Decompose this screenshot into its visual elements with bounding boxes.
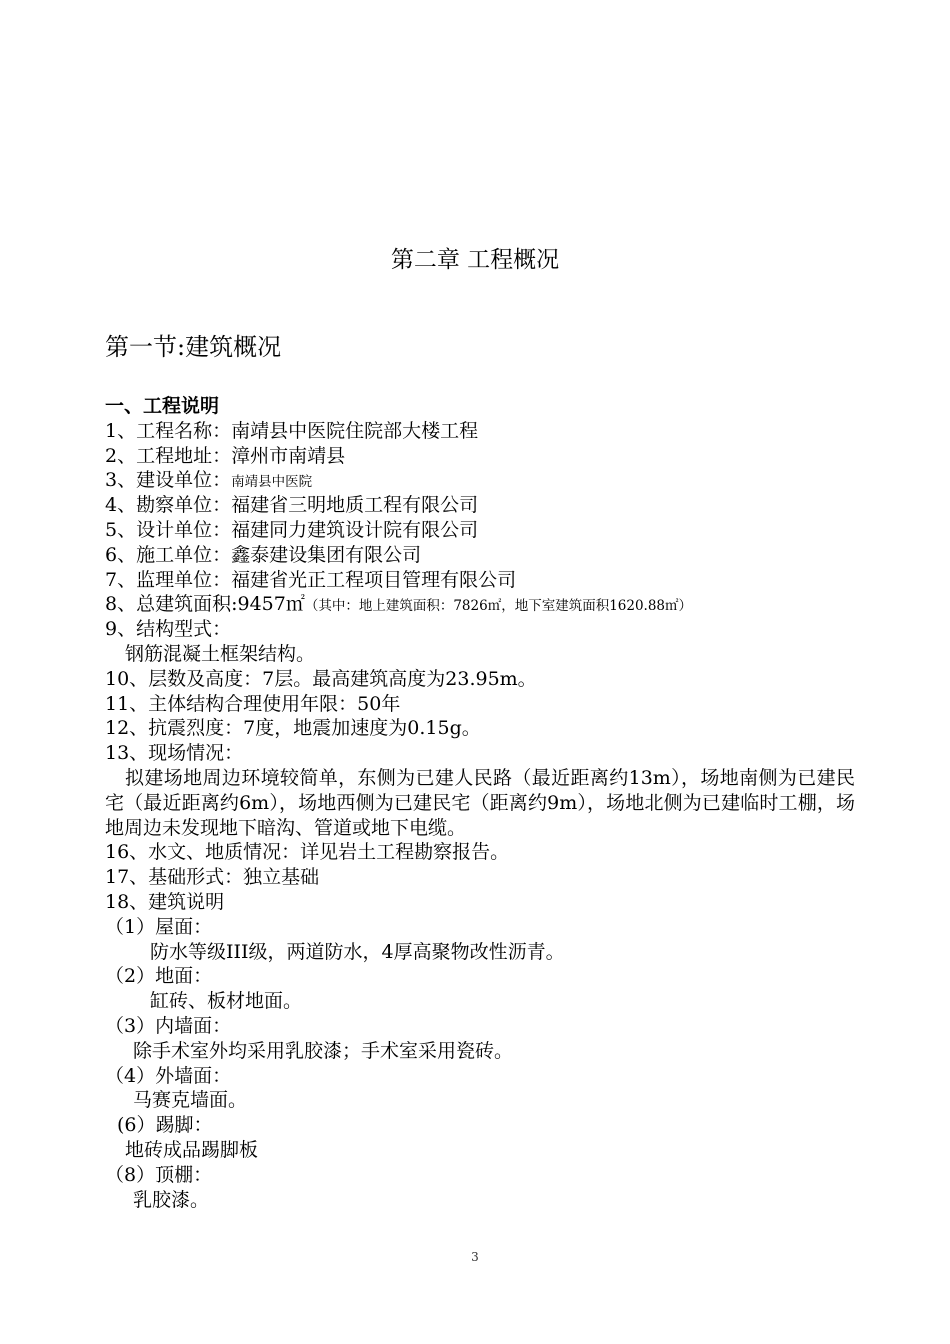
item-project-address: 2、工程地址：漳州市南靖县 — [105, 444, 346, 467]
section-title: 第一节:建筑概况 — [105, 333, 282, 361]
item-structure-label: 9、结构型式： — [105, 618, 232, 641]
skirting-label: (6）踢脚： — [117, 1114, 213, 1137]
roof-label: （1）屋面： — [105, 915, 213, 938]
item-survey-unit: 4、勘察单位：福建省三明地质工程有限公司 — [105, 494, 479, 517]
ceiling-value: 乳胶漆。 — [133, 1188, 210, 1211]
builder-value: 南靖县中医院 — [231, 474, 313, 491]
ground-value: 缸砖、板材地面。 — [150, 990, 303, 1013]
builder-label: 3、建设单位： — [105, 469, 232, 492]
site-description-text: 拟建场地周边环境较简单，东侧为已建人民路（最近距离约13m），场地南侧为已建民宅（最近距离约6m），场地西侧为已建民宅（距离约9m），场地北侧为已建临时工棚，场地周边未发现地下暗沟、管道或地下电缆。 — [105, 766, 855, 839]
heading-project-description: 一、工程说明 — [105, 395, 220, 417]
skirting-value: 地砖成品踢脚板 — [125, 1138, 259, 1161]
outer-wall-value: 马赛克墙面。 — [133, 1089, 248, 1112]
item-total-area — [105, 592, 865, 617]
item-site-label: 13、现场情况： — [105, 742, 244, 765]
total-area-label: 8、总建筑面积:9457㎡ — [105, 593, 305, 616]
item-floors-height: 10、层数及高度：7层。最高建筑高度为23.95m。 — [105, 667, 537, 690]
item-construction-unit: 6、施工单位：鑫泰建设集团有限公司 — [105, 543, 422, 566]
project-description — [105, 394, 865, 1212]
site-description — [105, 766, 855, 840]
item-foundation: 17、基础形式：独立基础 — [105, 866, 320, 889]
ceiling-label: （8）顶棚： — [105, 1163, 213, 1186]
item-seismic: 12、抗震烈度：7度，地震加速度为0.15g。 — [105, 717, 481, 740]
ground-label: （2）地面： — [105, 965, 213, 988]
chapter-title: 第二章 工程概况 — [390, 247, 560, 273]
total-area-note: （其中：地上建筑面积：7826㎡，地下室建筑面积1620.88㎡） — [304, 598, 693, 615]
inner-wall-label: （3）内墙面： — [105, 1014, 232, 1037]
item-supervision-unit: 7、监理单位：福建省光正工程项目管理有限公司 — [105, 568, 517, 591]
item-service-life: 11、主体结构合理使用年限：50年 — [105, 692, 401, 715]
roof-value: 防水等级III级，两道防水，4厚高聚物改性沥青。 — [150, 940, 565, 963]
inner-wall-value: 除手术室外均采用乳胶漆；手术室采用瓷砖。 — [133, 1039, 514, 1062]
item-architecture-label: 18、建筑说明 — [105, 890, 225, 913]
item-hydrogeology: 16、水文、地质情况：详见岩土工程勘察报告。 — [105, 841, 510, 864]
item-structure-value: 钢筋混凝土框架结构。 — [125, 642, 316, 665]
item-builder — [105, 468, 865, 493]
item-design-unit: 5、设计单位：福建同力建筑设计院有限公司 — [105, 518, 479, 541]
page-number: 3 — [471, 1250, 479, 1264]
item-project-name: 1、工程名称：南靖县中医院住院部大楼工程 — [105, 419, 479, 442]
outer-wall-label: （4）外墙面： — [105, 1064, 232, 1087]
